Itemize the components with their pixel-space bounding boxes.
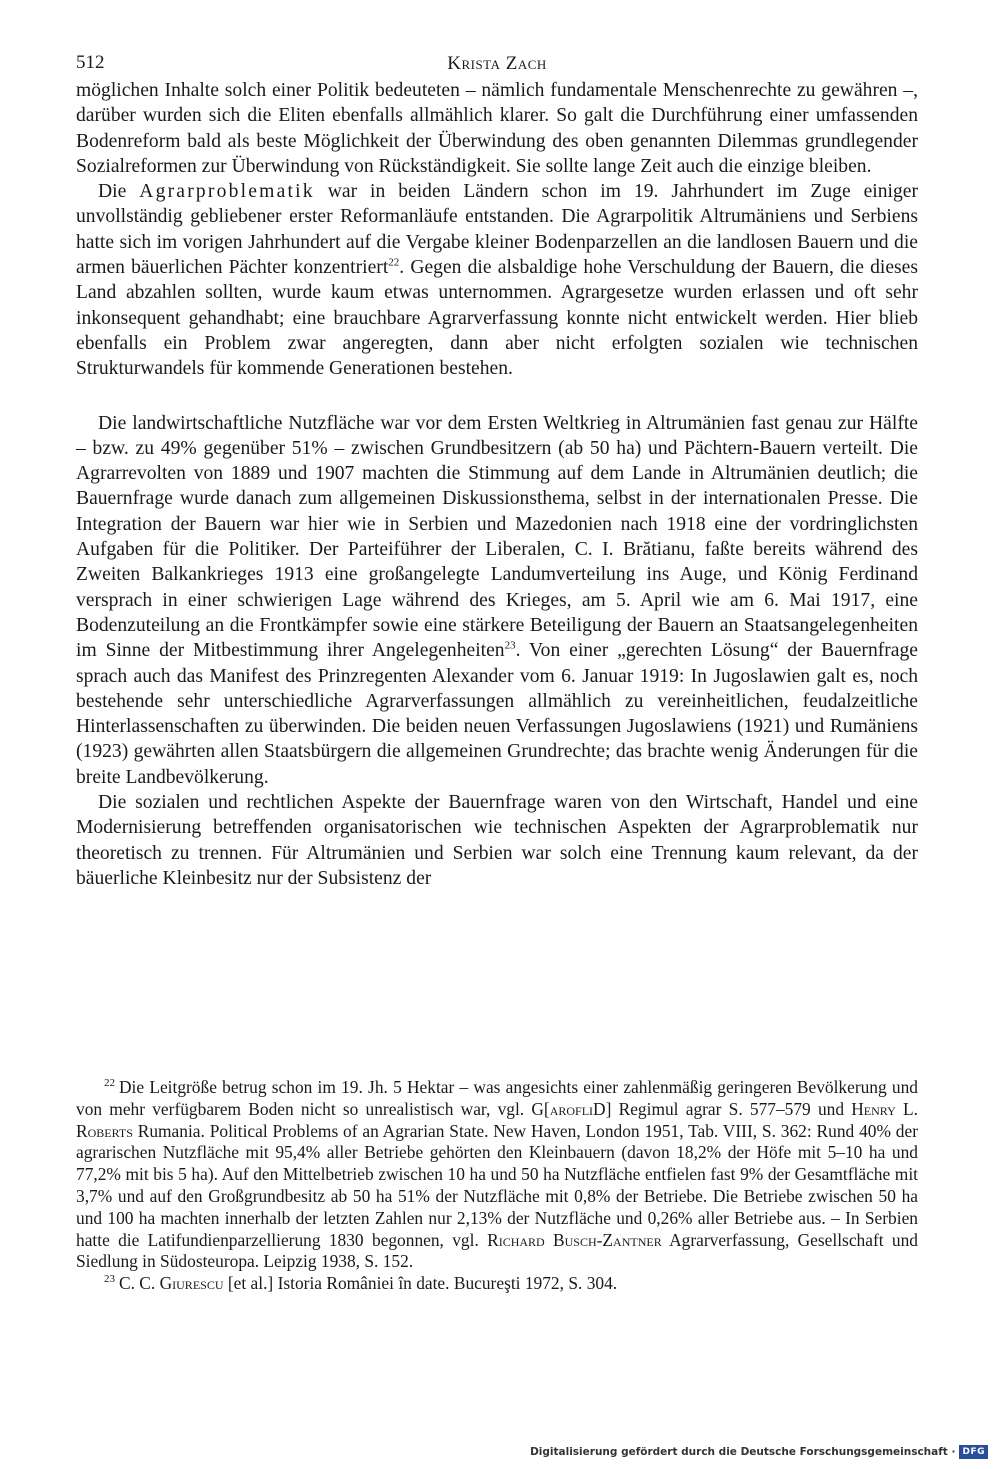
footnote-text: Agrarverfassung, Gesellschaft und Siedlung in Südosteuropa. Leipzig 1938, S. 152. <box>76 1229 918 1272</box>
footnote-marker: 22 <box>104 1077 115 1090</box>
running-head-author: Krista Zach <box>447 53 547 74</box>
footnote-22 <box>76 1077 918 1273</box>
paragraph-text: möglichen Inhalte solch einer Politik bedeuteten – nämlich fundamentale Menschenrechte zu gewähren –, darüber wurden sich die Eliten ebenfalls allmählich klarer. So galt die Durchführung einer umfassenden Bodenreform bald als beste Möglichkeit der Überwindung des oben genannten Dilemmas grundlegender Sozialreformen zur Überwindung von Rückständigkeit. Sie sollte lange Zeit auch die einzige bleiben. <box>76 80 918 177</box>
page-number: 512 <box>76 52 105 73</box>
author-name: G[arofliD] <box>531 1098 612 1119</box>
paragraph <box>76 790 918 891</box>
paragraph-text: Die landwirtschaftliche Nutzfläche war vor dem Ersten Weltkrieg in Altrumänien fast genau zur Hälfte – bzw. zu 49% gegenüber 51% – zwischen Grundbesitzern (ab 50 ha) und Pächtern-Bauern verteilt. Die Agrarrevolten von 1889 und 1907 machten die Stimmung auf dem Lande in Altrumänien deutlich; die Bauernfrage wurde danach zum allgemeinen Diskussionsthema, selbst in der internationalen Presse. Die Integration der Bauern war hier wie in Serbien und Mazedonien nach 1918 eine der vordringlichsten Aufgaben für die Politiker. Der Parteiführer der Liberalen, C. I. Brătianu, faßte bereits während des Zweiten Balkankrieges 1913 eine großangelegte Landumverteilung ins Auge, und König Ferdinand versprach in einer schwierigen Lage während des Krieges, am 5. April wie am 6. Mai 1917, eine Bodenzuteilung an die Frontkämpfer sowie eine stärkere Beteiligung der Bauern an Staatsangelegenheiten im Sinne der Mitbestimmung ihrer Angelegenheiten <box>76 412 918 662</box>
paragraph-text: . Gegen die alsbaldige hohe Verschuldung der Bauern, die dieses Land abzahlen sollten, wurde kaum etwas unternommen. Agrargesetze wurden erlassen und oft sehr inkonsequent gehandhabt; eine brauchbare Agrarverfassung konnte nicht entwickelt werden. Hier blieb ebenfalls ein Problem zwar angeregten, dann aber nicht erfolgten sozialen wie technischen Strukturwandels für kommende Generationen bestehen. <box>76 257 918 380</box>
footnote-text: [et al.] Istoria României în date. Bucureşti 1972, S. 304. <box>223 1273 618 1294</box>
author-name: Henry L. Roberts <box>76 1098 918 1141</box>
footnote-reference[interactable]: 23 <box>504 639 516 652</box>
running-head <box>76 44 918 78</box>
paragraph-text: . Von einer „gerechten Lösung“ der Bauernfrage sprach auch das Manifest des Prinzregenten Alexander vom 6. Januar 1919: In Jugoslawien galt es, noch bestehende sehr unterschiedliche Agrarverfassungen allmählich zu vereinheitlichen, feudalzeitliche Hinterlassenschaften zu überwinden. Die beiden neuen Verfassungen Jugoslawiens (1921) und Rumäniens (1923) gewährten allen Staatsbürgern die allgemeinen Grundrechte; das brachte wenig Änderungen für die breite Landbevölkerung. <box>76 640 918 788</box>
paragraph-text: Die <box>98 181 140 203</box>
author-name: C. C. Giurescu <box>119 1273 224 1294</box>
footnote-text: Die Leitgröße betrug schon im 19. Jh. 5 Hektar – was angesichts einer zahlenmäßig geringeren Bevölkerung und von mehr verfügbarem Boden nicht so unrealistisch war, vgl. <box>76 1077 918 1119</box>
section-gap <box>76 382 918 411</box>
footnote-text: Rumania. Political Problems of an Agrarian State. New Haven, London 1951, Tab. VIII, S. 362: Rund 40% der agrarischen Nutzfläche mit 95,4% aller Betriebe gehörten den Kleinbauern (davon 18,2% der Höfe mit 5–10 ha und 77,2% mit bis 5 ha). Auf den Mittelbetrieb zwischen 10 ha und 50 ha Nutzfläche entfielen fast 9% der Gesamtfläche mit 3,7% und auf den Großgrundbesitz ab 50 ha 51% der Nutzfläche mit 0,8% der Betriebe. Die Betriebe zwischen 50 ha und 100 ha machten innerhalb der letzten Zahlen nur 2,13% der Nutzfläche und 0,26% aller Betriebe aus. – In Serbien hatte die Latifundienparzellierung 1830 begonnen, vgl. <box>76 1120 918 1250</box>
dfg-logo: DFG <box>959 1445 988 1459</box>
paragraph-text: war in beiden Ländern schon im 19. Jahrhundert im Zuge einiger unvollständig gebliebener erster Reformanläufe entstanden. Die Agrarpolitik Altrumäniens und Serbiens hatte sich im vorigen Jahrhundert auf die Vergabe kleiner Bodenparzellen an die landlosen Bauern und die armen bäuerlichen Pächter konzentriert <box>76 181 918 279</box>
footnote-reference[interactable]: 22 <box>388 256 400 269</box>
emphasis-term: Agrarproblematik <box>139 181 315 203</box>
paragraph <box>76 179 918 381</box>
paragraph <box>76 411 918 790</box>
body-text <box>76 78 918 891</box>
author-name: Richard Busch-Zantner <box>487 1229 662 1250</box>
footnote-text: Regimul agrar S. 577–579 und <box>611 1098 852 1119</box>
paragraph <box>76 78 918 179</box>
footnote-23 <box>76 1273 918 1295</box>
footnotes <box>76 1077 918 1295</box>
credit-text: Digitalisierung gefördert durch die Deutsche Forschungsgemeinschaft · <box>530 1446 956 1458</box>
footnote-marker: 23 <box>104 1273 115 1286</box>
page <box>76 44 918 891</box>
paragraph-text: Die sozialen und rechtlichen Aspekte der Bauernfrage waren von den Wirtschaft, Handel und eine Modernisierung betreffenden organisatorischen wie technischen Aspekten der Agrarproblematik nur theoretisch zu trennen. Für Altrumänien und Serbien war solch eine Trennung kaum relevant, da der bäuerliche Kleinbesitz nur der Subsistenz der <box>76 792 918 889</box>
digitization-credit <box>530 1445 988 1459</box>
